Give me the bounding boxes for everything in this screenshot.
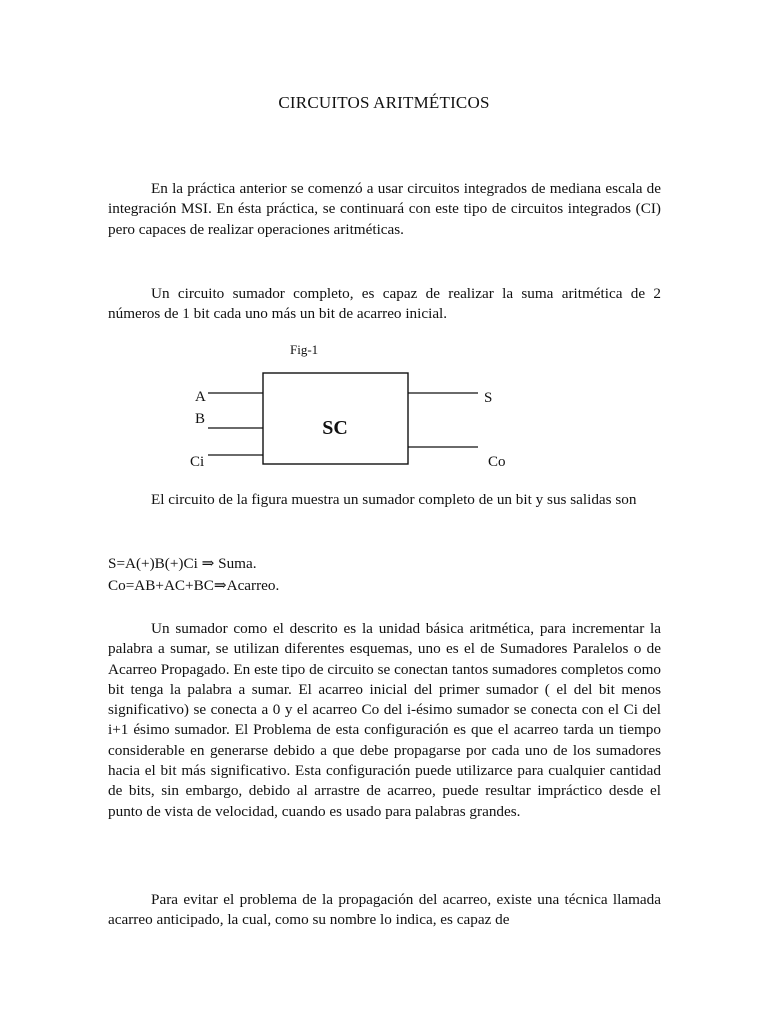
paragraph-carry-lookahead: Para evitar el problema de la propagación del acarreo, existe una técnica llamada acarreo anticipado, la cual, como su nombre lo indica, es capaz de bbox=[108, 891, 661, 929]
equation-carry: Co=AB+AC+BC⇒Acarreo. bbox=[108, 577, 280, 594]
output-label-co: Co bbox=[488, 454, 506, 470]
input-label-a: A bbox=[195, 389, 206, 405]
paragraph-parallel-adders: Un sumador como el descrito es la unidad básica aritmética, para incrementar la palabra a sumar, se utilizan diferentes esquemas, uno es el de Sumadores Paralelos o de Acarreo Propagado. En este tipo de circuito se conectan tantos sumadores completos como bit tenga la palabra a sumar. El acarreo inicial del primer sumador ( el del bit menos significativo) se conecta a 0 y el acarreo Co del i-ésimo sumador se conecta con el Ci del i+1 ésimo sumador. El Problema de esta configuración es que el acarreo tarda un tiempo considerable en generarse debido a que debe propagarse por cada uno de los sumadores hacia el bit más significativo. Esta configuración puede utilizarce para cualquier cantidad de bits, sin embargo, debido al arrastre de acarreo, puede resultar impráctico desde el punto de vista de velocidad, cuando es usado para palabras grandes. bbox=[108, 620, 661, 820]
paragraph-intro: En la práctica anterior se comenzó a usar circuitos integrados de mediana escala de integración MSI. En ésta práctica, se continuará con este tipo de circuitos integrados (CI) pero capaces de realizar operaciones aritméticas. bbox=[108, 180, 661, 238]
input-label-ci: Ci bbox=[190, 454, 205, 470]
paragraph-full-adder: Un circuito sumador completo, es capaz de realizar la suma aritmética de 2 números de 1 bit cada uno más un bit de acarreo inicial. bbox=[108, 285, 661, 323]
output-label-s: S bbox=[484, 390, 493, 406]
input-label-b: B bbox=[195, 411, 206, 427]
equation-sum: S=A(+)B(+)Ci ⇒ Suma. bbox=[108, 555, 257, 572]
figure-label: Fig-1 bbox=[290, 342, 319, 357]
page-title: CIRCUITOS ARITMÉTICOS bbox=[278, 93, 490, 112]
paragraph-figure-description: El circuito de la figura muestra un sumador completo de un bit y sus salidas son bbox=[151, 491, 637, 508]
adder-block-label: SC bbox=[322, 417, 348, 439]
